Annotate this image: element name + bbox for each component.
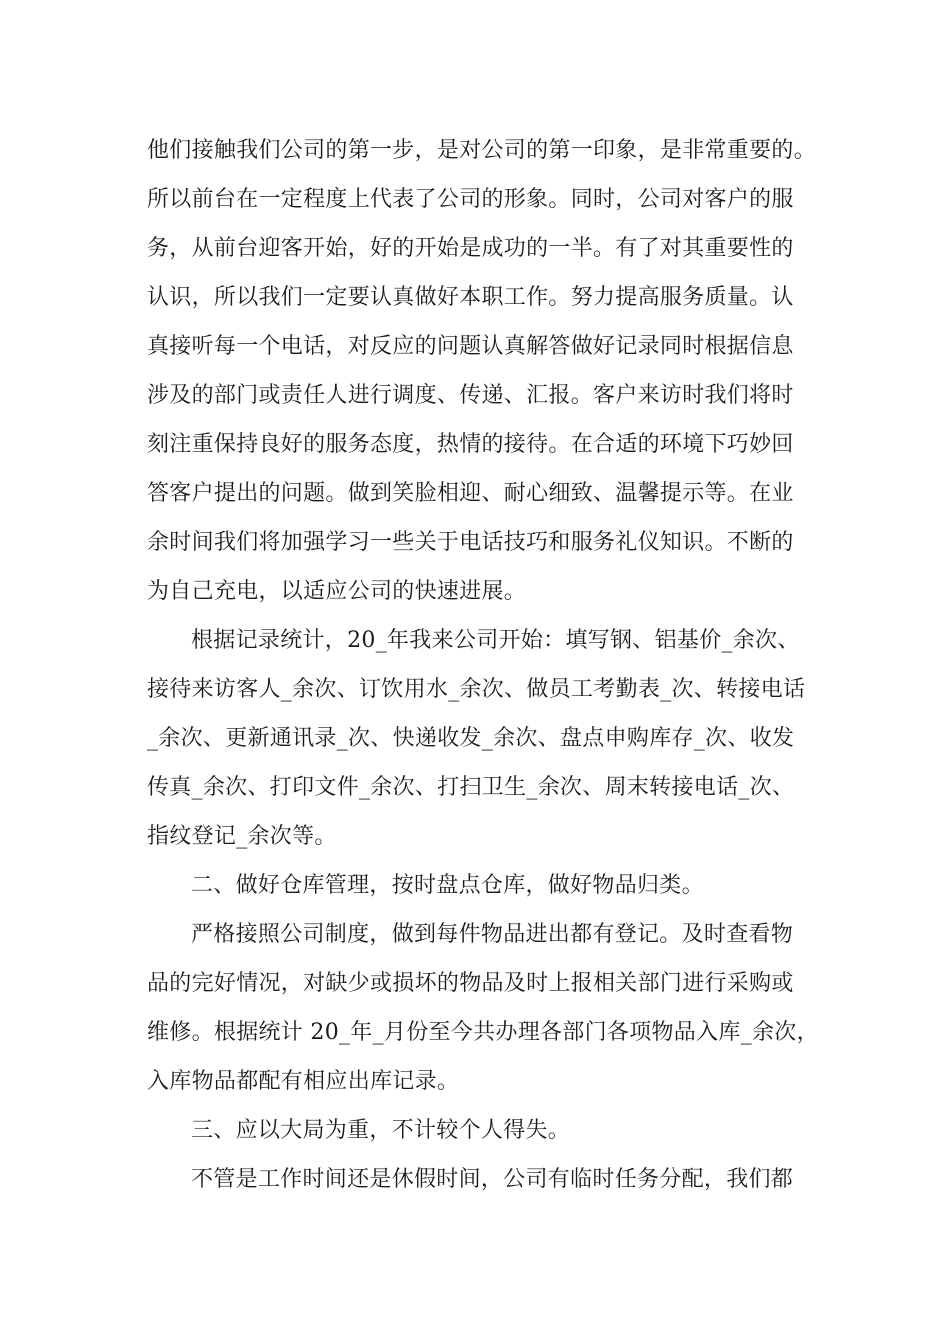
paragraph-start-line: 不管是工作时间还是休假时间，公司有临时任务分配，我们都	[191, 1167, 794, 1192]
section-heading: 三、应以大局为重，不计较个人得失。	[191, 1118, 571, 1143]
text-line: 为自己充电，以适应公司的快速进展。	[147, 579, 527, 604]
text-line: 余时间我们将加强学习一些关于电话技巧和服务礼仪知识。不断的	[147, 530, 794, 555]
text-line: 维修。根据统计 20_年_月份至今共办理各部门各项物品入库_余次，	[147, 1020, 819, 1045]
text-line: 指纹登记_余次等。	[147, 824, 337, 849]
text-line: 刻注重保持良好的服务态度，热情的接待。在合适的环境下巧妙回	[147, 432, 794, 457]
text-line: 答客户提出的问题。做到笑脸相迎、耐心细致、温馨提示等。在业	[147, 481, 794, 506]
text-line: 真接听每一个电话，对反应的问题认真解答做好记录同时根据信息	[147, 334, 794, 359]
text-line: 涉及的部门或责任人进行调度、传递、汇报。客户来访时我们将时	[147, 383, 794, 408]
text-line: 他们接触我们公司的第一步，是对公司的第一印象，是非常重要的。	[147, 138, 817, 163]
text-line: 认识，所以我们一定要认真做好本职工作。努力提高服务质量。认	[147, 285, 794, 310]
text-line: _余次、更新通讯录_次、快递收发_余次、盘点申购库存_次、收发	[147, 726, 795, 751]
text-line: 所以前台在一定程度上代表了公司的形象。同时，公司对客户的服	[147, 187, 794, 212]
text-line: 品的完好情况，对缺少或损坏的物品及时上报相关部门进行采购或	[147, 971, 794, 996]
text-line: 接待来访客人_余次、订饮用水_余次、做员工考勤表_次、转接电话	[147, 677, 806, 702]
text-line: 传真_余次、打印文件_余次、打扫卫生_余次、周末转接电话_次、	[147, 775, 795, 800]
paragraph-start-line: 严格接照公司制度，做到每件物品进出都有登记。及时查看物	[191, 922, 794, 947]
paragraph-start-line: 根据记录统计，20_年我来公司开始：填写钢、铝基价_余次、	[191, 628, 800, 653]
text-line: 务，从前台迎客开始，好的开始是成功的一半。有了对其重要性的	[147, 236, 794, 261]
section-heading: 二、做好仓库管理，按时盘点仓库，做好物品归类。	[191, 873, 704, 898]
text-line: 入库物品都配有相应出库记录。	[147, 1069, 460, 1094]
body-text	[147, 126, 827, 1204]
